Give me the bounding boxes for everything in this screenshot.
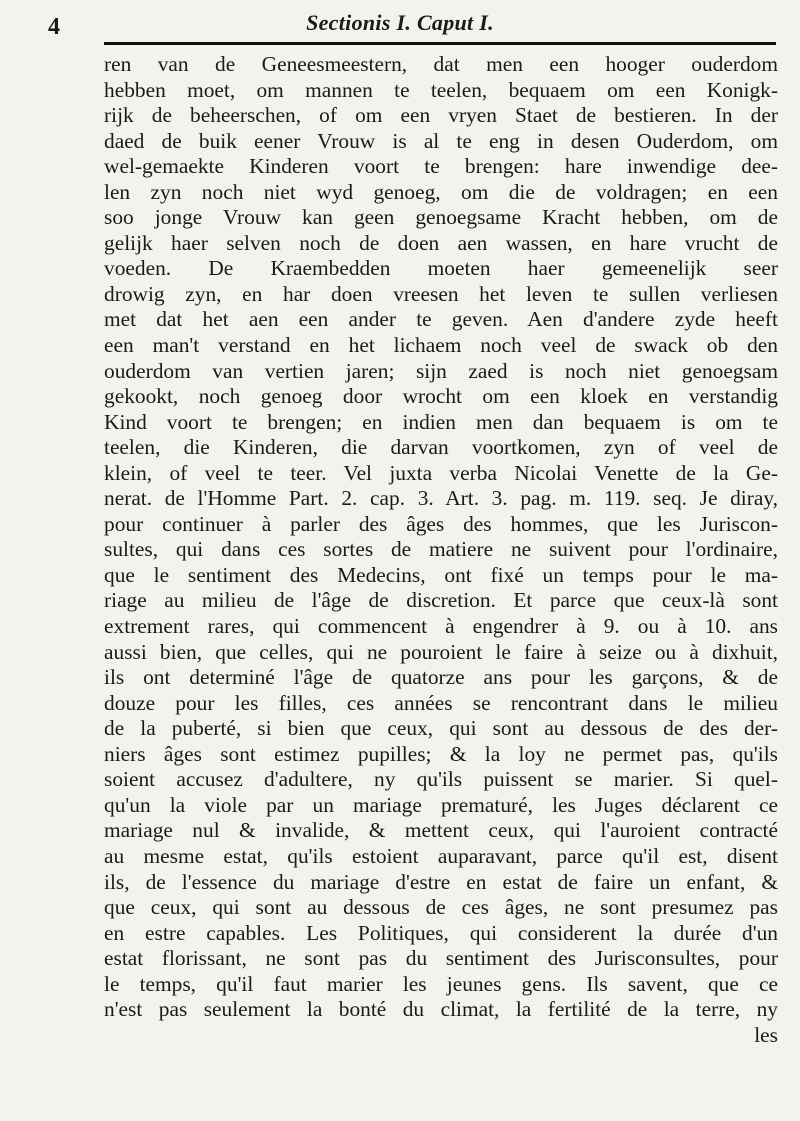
body-text [104, 52, 778, 1048]
text-line: een man't verstand en het lichaem noch veel de swack ob den [104, 333, 778, 358]
text-line: estat florissant, ne sont pas du sentiment des Jurisconsultes, pour [104, 946, 778, 971]
text-line: niers âges sont estimez pupilles; & la loy ne permet pas, qu'ils [104, 741, 778, 766]
text-line: en estre capables. Les Politiques, qui considerent la durée d'un [104, 920, 778, 945]
text-line: que ceux, qui sont au dessous de ces âges, ne sont presumez pas [104, 895, 778, 920]
running-head: Sectionis I. Caput I. [306, 10, 494, 35]
text-line: soo jonge Vrouw kan geen genoegsame Kracht hebben, om de [104, 205, 778, 230]
text-line: wel-gemaekte Kinderen voort te brengen: hare inwendige dee- [104, 154, 778, 179]
text-line: rijk de beheerschen, of om een vryen Staet de bestieren. In der [104, 103, 778, 128]
text-line: sultes, qui dans ces sortes de matiere ne suivent pour l'ordinaire, [104, 537, 778, 562]
text-line: que le sentiment des Medecins, ont fixé un temps pour le ma- [104, 562, 778, 587]
catchword: les [754, 1022, 778, 1047]
text-line: ils, de l'essence du mariage d'estre en estat de faire un enfant, & [104, 869, 778, 894]
text-line: n'est pas seulement la bonté du climat, la fertilité de la terre, ny [104, 997, 778, 1022]
text-line: mariage nul & invalide, & mettent ceux, qui l'auroient contracté [104, 818, 778, 843]
text-line: le temps, qu'il faut marier les jeunes gens. Ils savent, que ce [104, 971, 778, 996]
text-line: met dat het aen een ander te geven. Aen d'andere zyde heeft [104, 307, 778, 332]
text-line: gekookt, noch genoeg door wrocht om een kloek en verstandig [104, 384, 778, 409]
text-line: riage au milieu de l'âge de discretion. Et parce que ceux-là sont [104, 588, 778, 613]
text-line: ouderdom van vertien jaren; sijn zaed is noch niet genoegsam [104, 358, 778, 383]
text-line: Kind voort te brengen; en indien men dan bequaem is om te [104, 409, 778, 434]
text-line: extrement rares, qui commencent à engendrer à 9. ou à 10. ans [104, 614, 778, 639]
text-line: ils ont determiné l'âge de quatorze ans pour les garçons, & de [104, 665, 778, 690]
text-line: len zyn noch niet wyd genoeg, om die de voldragen; en een [104, 179, 778, 204]
text-line: drowig zyn, en har doen vreesen het leven te sullen verliesen [104, 281, 778, 306]
text-line: klein, of veel te teer. Vel juxta verba Nicolai Venette de la Ge- [104, 460, 778, 485]
text-line: voeden. De Kraembedden moeten haer gemeenelijk seer [104, 256, 778, 281]
text-line: ren van de Geneesmeestern, dat men een hooger ouderdom [104, 52, 778, 76]
text-line: au mesme estat, qu'ils estoient auparavant, parce qu'il est, disent [104, 843, 778, 868]
text-line: soient accusez d'adultere, ny qu'ils puissent se marier. Si quel- [104, 767, 778, 792]
text-line: gelijk haer selven noch de doen aen wassen, en hare vrucht de [104, 230, 778, 255]
text-line: douze pour les filles, ces années se rencontrant dans le milieu [104, 690, 778, 715]
text-line: nerat. de l'Homme Part. 2. cap. 3. Art. 3. pag. m. 119. seq. Je diray, [104, 486, 778, 511]
text-line: hebben moet, om mannen te teelen, bequaem om een Konigk- [104, 77, 778, 102]
text-line: aussi bien, que celles, qui ne pouroient le faire à seize ou à dixhuit, [104, 639, 778, 664]
text-line: teelen, die Kinderen, die darvan voortkomen, zyn of veel de [104, 435, 778, 460]
text-line: qu'un la viole par un mariage prematuré, les Juges déclarent ce [104, 792, 778, 817]
text-line: pour continuer à parler des âges des hommes, que les Juriscon- [104, 511, 778, 536]
text-line: de la puberté, si bien que ceux, qui sont au dessous de des der- [104, 716, 778, 741]
text-line: daed de buik eener Vrouw is al te eng in desen Ouderdom, om [104, 128, 778, 153]
page-number: 4 [48, 14, 60, 40]
header-rule [104, 42, 776, 45]
